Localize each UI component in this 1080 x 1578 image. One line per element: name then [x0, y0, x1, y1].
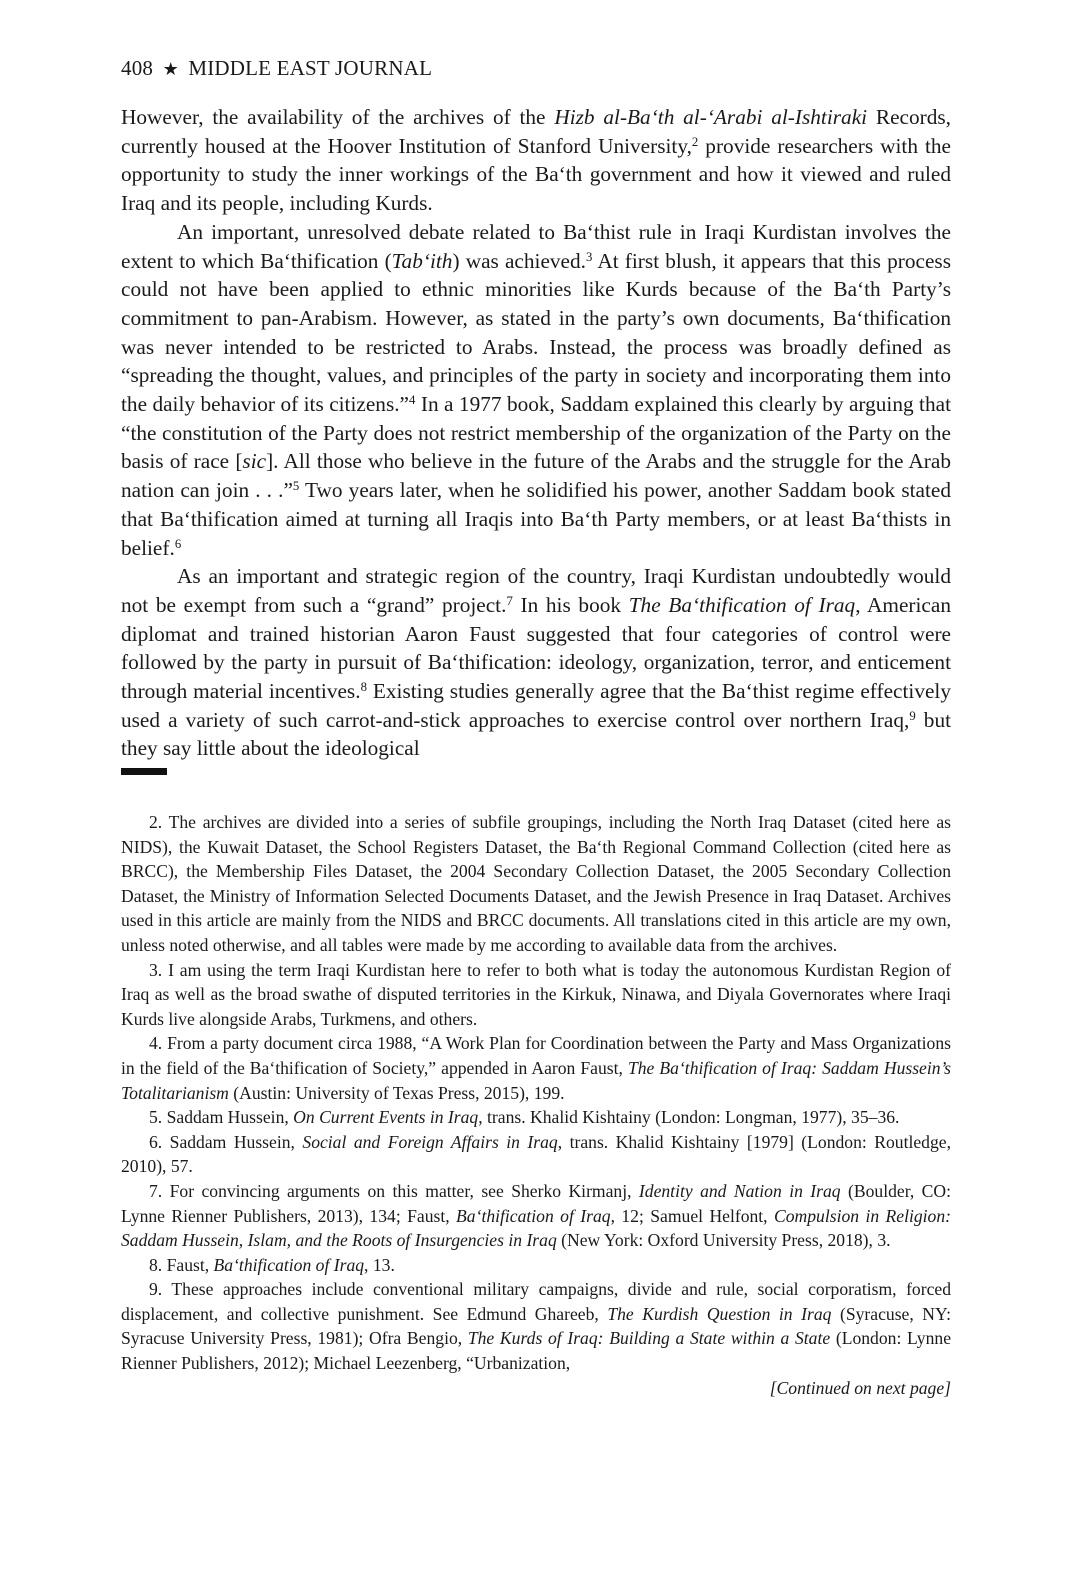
italic-run: Social and Foreign Affairs in Iraq [302, 1131, 558, 1152]
italic-run: Identity and Nation in Iraq [638, 1180, 841, 1201]
star-icon: ★ [162, 59, 179, 79]
footnote-2: 2. The archives are divided into a series of subfile groupings, including the North Iraq Dataset (cited here as NIDS), the Kuwait Dataset, the School Registers Dataset, the Ba‘th Regional Command Collection (cited here as BRCC), the Membership Files Dataset, the 2004 Secondary Collection Dataset, the 2005 Secondary Collection Dataset, the Ministry of Information Selected Documents Dataset, and the Jewish Presence in Iraq Dataset. Archives used in this article are mainly from the NIDS and BRCC documents. All translations cited in this article are my own, unless noted otherwise, and all tables were made by me according to available data from the archives. [121, 812, 951, 955]
footnote-ref[interactable]: 3 [585, 249, 593, 264]
text-run: , trans. Khalid Kishtainy (London: Longman, 1977), 35–36. [478, 1107, 900, 1128]
text-run: 5. Saddam Hussein, [149, 1107, 294, 1128]
italic-run: The Ba‘thification of Iraq [628, 592, 856, 617]
text-run: In his book [512, 592, 629, 617]
footnote-ref[interactable]: 9 [909, 708, 916, 723]
italic-run: Tab‘ith [391, 248, 453, 273]
text-run: ]. All those who believe in the future of the Arabs and the struggle for the Arab nation can join . . .” [121, 449, 951, 503]
text-run: Two years later, when he solidified his power, another Saddam book stated that Ba‘thification aimed at turning all Iraqis into Ba‘th Party members, or at least Ba‘thists in belief. [121, 478, 951, 560]
italic-run: On Current Events in Iraq [293, 1107, 479, 1128]
text-run: 4. From a party document circa 1988, “A Work Plan for Coordination between the Party and Mass Organizations in the field of the Ba‘thification of Society,” appended in Aaron Faust, [121, 1033, 951, 1078]
text-run: However, the availability of the archives of the [121, 105, 555, 129]
text-run: but they say little about the ideological [121, 707, 952, 761]
journal-title: MIDDLE EAST JOURNAL [188, 56, 433, 80]
text-run: (Austin: University of Texas Press, 2015), 199. [228, 1082, 565, 1103]
article-body [121, 103, 951, 763]
text-run: 8. Faust, [149, 1254, 214, 1275]
text-run: , trans. Khalid Kishtainy [1979] (London: Routledge, 2010), 57. [121, 1131, 951, 1177]
text-run: , 13. [364, 1254, 395, 1275]
footnote-4 [121, 1031, 951, 1105]
italic-run: Hizb al-Ba‘th al-‘Arabi al-Ishtiraki [554, 105, 868, 129]
footnote-8 [121, 1253, 951, 1278]
italic-run: sic [242, 449, 267, 474]
text-run: (Syracuse, NY: Syracuse University Press, 1981); Ofra Bengio, [121, 1303, 951, 1349]
text-run: (London: Lynne Rienner Publishers, 2012); Michael Leezenberg, “Urbanization, [121, 1328, 951, 1374]
continued-note: [Continued on next page] [769, 1377, 951, 1398]
page-number: 408 [121, 56, 154, 80]
footnote-5 [121, 1105, 951, 1130]
text-run: , 12; Samuel Helfont, [610, 1205, 774, 1226]
text-run: At first blush, it appears that this process could not have been applied to ethnic minorities like Kurds because of the Ba‘th Party’s commitment to pan-Arabism. However, as stated in the party’s own documents, Ba‘thification was never intended to be restricted to Arabs. Instead, the process was broadly defined as “spreading the thought, values, and principles of the party in society and incorporating them into the daily behavior of its citizens.” [121, 248, 951, 417]
italic-run: Ba‘thification of Iraq [213, 1254, 365, 1275]
italic-run: The Kurdish Question in Iraq [607, 1303, 832, 1324]
text-run: An important, unresolved debate related to Ba‘thist rule in Iraqi Kurdistan involves the extent to which Ba‘thification ( [121, 219, 951, 273]
footnote-ref[interactable]: 2 [691, 134, 699, 149]
italic-run: The Ba‘thification of Iraq: Saddam Hussein’s Totalitarianism [121, 1057, 951, 1103]
body-paragraph-3 [121, 562, 951, 763]
italic-run: Ba‘thification of Iraq [456, 1205, 611, 1226]
text-run: Records, currently housed at the Hoover Institution of Stanford University, [121, 105, 951, 158]
text-run: 7. For convincing arguments on this matter, see Sherko Kirmanj, [149, 1180, 639, 1201]
footnote-ref[interactable]: 6 [174, 536, 182, 551]
text-run: In a 1977 book, Saddam explained this clearly by arguing that “the constitution of the Party does not restrict membership of the organization of the Party on the basis of race [ [121, 392, 951, 474]
body-paragraph-2 [121, 218, 951, 562]
italic-run: The Kurds of Iraq: Building a State within a State [467, 1328, 831, 1349]
footnote-ref[interactable]: 5 [292, 479, 300, 494]
text-run: , American diplomat and trained historian Aaron Faust suggested that four categories of control were followed by the party in pursuit of Ba‘thification: ideology, organization, terror, and enticement through material incentives. [121, 592, 951, 704]
footnote-3: 3. I am using the term Iraqi Kurdistan here to refer to both what is today the autonomous Kurdistan Region of Iraq as well as the broad swathe of disputed territories in the Kirkuk, Ninawa, and Diyala Governorates where Iraqi Kurds live alongside Arabs, Turkmens, and others. [121, 959, 951, 1029]
footnote-separator [121, 768, 167, 775]
text-run: provide researchers with the opportunity to study the inner workings of the Ba‘th government and how it viewed and ruled Iraq and its people, including Kurds. [121, 133, 951, 216]
running-head [121, 56, 432, 81]
italic-run: Compulsion in Religion: Saddam Hussein, Islam, and the Roots of Insurgencies in Iraq [121, 1205, 952, 1251]
text-run: (New York: Oxford University Press, 2018), 3. [556, 1230, 891, 1251]
text-run: Existing studies generally agree that the Ba‘thist regime effectively used a variety of such carrot-and-stick approaches to exercise control over northern Iraq, [121, 679, 951, 732]
footnote-ref[interactable]: 8 [360, 680, 367, 695]
footnote-ref[interactable]: 7 [506, 593, 513, 608]
footnote-6 [121, 1130, 951, 1179]
body-paragraph-1 [121, 103, 951, 218]
text-run: 9. These approaches include conventional military campaigns, divide and rule, social corporatism, forced displacement, and collective punishment. See Edmund Ghareeb, [121, 1279, 951, 1324]
text-run: (Boulder, CO: Lynne Rienner Publishers, 2013), 134; Faust, [121, 1180, 951, 1226]
footnotes [121, 810, 951, 1400]
footnote-9 [121, 1277, 951, 1375]
footnote-7 [121, 1179, 951, 1253]
text-run: 6. Saddam Hussein, [149, 1131, 303, 1152]
text-run: ) was achieved. [452, 248, 586, 273]
text-run: As an important and strategic region of the country, Iraqi Kurdistan undoubtedly would not be exempt from such a “grand” project. [121, 564, 951, 617]
footnote-ref[interactable]: 4 [409, 393, 416, 408]
